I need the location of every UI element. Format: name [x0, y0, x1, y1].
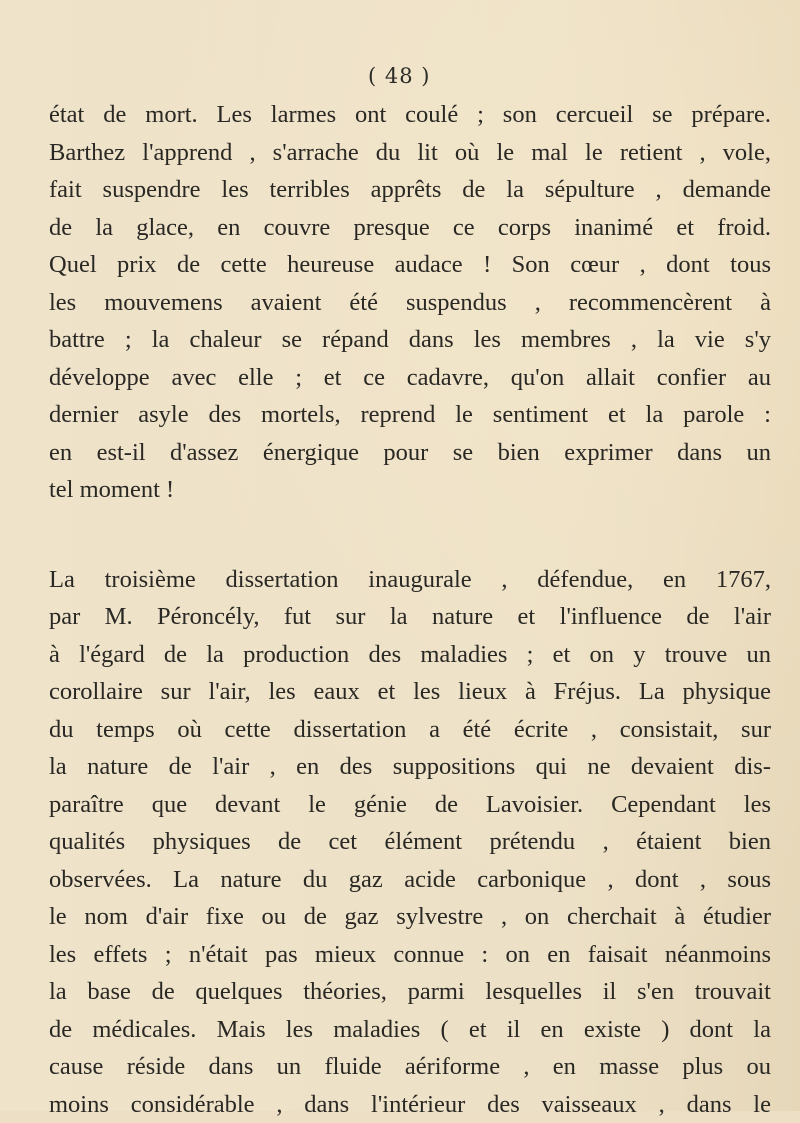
text-line: tel moment !: [49, 471, 771, 509]
text-line: cause réside dans un fluide aériforme , en masse plus ou: [49, 1048, 771, 1086]
text-line: du temps où cette dissertation a été écrite , consistait, sur: [49, 711, 771, 749]
text-line: les mouvemens avaient été suspendus , recommencèrent à: [49, 284, 771, 322]
text-line: paraître que devant le génie de Lavoisier. Cependant les: [49, 786, 771, 824]
body-text: [49, 96, 771, 1123]
text-line: Quel prix de cette heureuse audace ! Son cœur , dont tous: [49, 246, 771, 284]
text-line: état de mort. Les larmes ont coulé ; son cercueil se prépare.: [49, 96, 771, 134]
text-line: développe avec elle ; et ce cadavre, qu'on allait confier au: [49, 359, 771, 397]
text-line: de médicales. Mais les maladies ( et il en existe ) dont la: [49, 1011, 771, 1049]
text-line: moins considérable , dans l'intérieur des vaisseaux , dans le: [49, 1086, 771, 1123]
text-line: observées. La nature du gaz acide carbonique , dont , sous: [49, 861, 771, 899]
text-line: la nature de l'air , en des suppositions qui ne devaient dis-: [49, 748, 771, 786]
text-line: La troisième dissertation inaugurale , défendue, en 1767,: [49, 561, 771, 599]
paragraph-2: [49, 561, 771, 1123]
text-line: qualités physiques de cet élément prétendu , étaient bien: [49, 823, 771, 861]
paragraph-1: [49, 96, 771, 509]
page-number: ( 48 ): [368, 64, 430, 88]
text-line: les effets ; n'était pas mieux connue : on en faisait néanmoins: [49, 936, 771, 974]
text-line: de la glace, en couvre presque ce corps inanimé et froid.: [49, 209, 771, 247]
text-line: le nom d'air fixe ou de gaz sylvestre , on cherchait à étudier: [49, 898, 771, 936]
text-line: en est-il d'assez énergique pour se bien exprimer dans un: [49, 434, 771, 472]
text-line: par M. Péroncély, fut sur la nature et l'influence de l'air: [49, 598, 771, 636]
paragraph-gap: [49, 509, 771, 561]
text-line: à l'égard de la production des maladies ; et on y trouve un: [49, 636, 771, 674]
text-line: Barthez l'apprend , s'arrache du lit où le mal le retient , vole,: [49, 134, 771, 172]
text-line: corollaire sur l'air, les eaux et les lieux à Fréjus. La physique: [49, 673, 771, 711]
text-line: la base de quelques théories, parmi lesquelles il s'en trouvait: [49, 973, 771, 1011]
text-line: battre ; la chaleur se répand dans les membres , la vie s'y: [49, 321, 771, 359]
text-line: fait suspendre les terribles apprêts de la sépulture , demande: [49, 171, 771, 209]
text-line: dernier asyle des mortels, reprend le sentiment et la parole :: [49, 396, 771, 434]
